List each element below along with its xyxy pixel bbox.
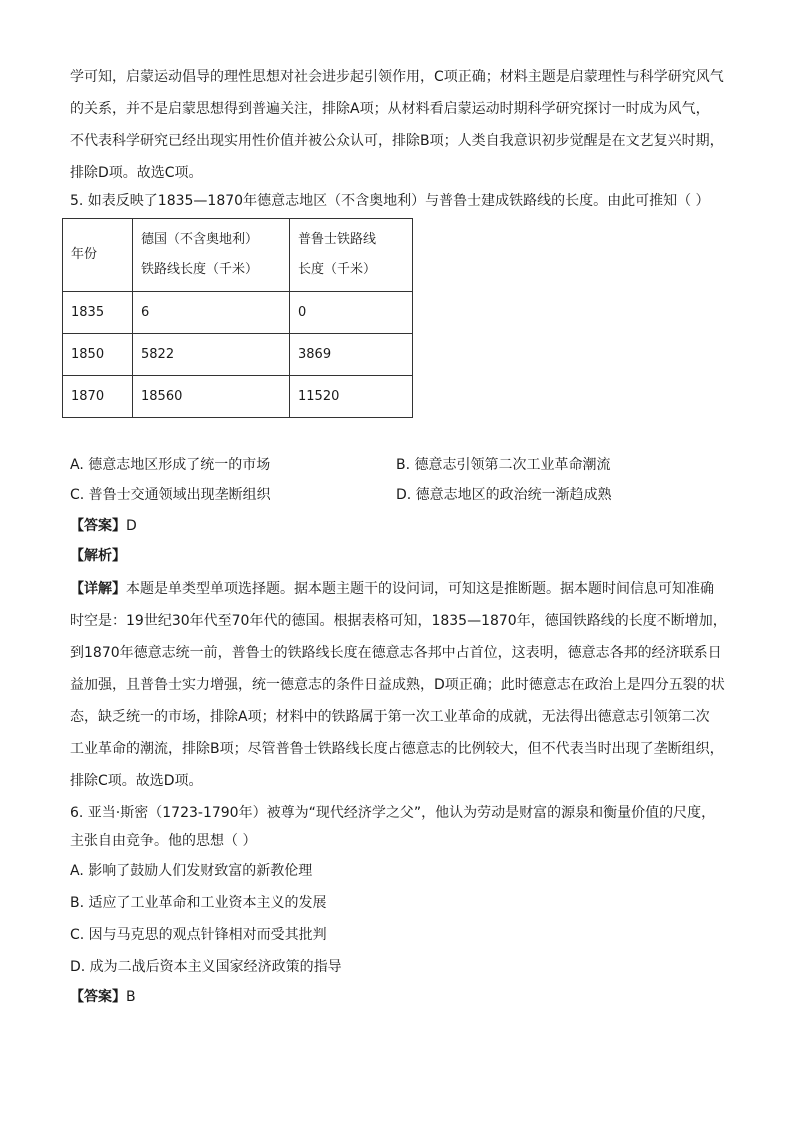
q6-option-c: C. 因与马克思的观点针锋相对而受其批判: [70, 927, 327, 943]
cell-germany: 6: [133, 292, 290, 334]
q5-option-d: D. 德意志地区的政治统一渐趋成熟: [396, 487, 612, 503]
header-year: [63, 219, 133, 292]
q5-detail-line: 时空是：19世纪30年代至70年代的德国。根据表格可知，1835—1870年，德国铁路线的长度不断增加，: [70, 613, 727, 629]
table-row: [63, 334, 413, 376]
table-row: [63, 376, 413, 418]
detail-text: 本题是单类型单项选择题。据本题主题干的设问词，可知这是推断题。据本题时间信息可知准确: [126, 581, 714, 597]
q5-detail-line: 益加强，且普鲁士实力增强，统一德意志的条件日益成熟，D项正确；此时德意志在政治上是四分五裂的状: [70, 677, 725, 693]
q6-option-b: B. 适应了工业革命和工业资本主义的发展: [70, 895, 327, 911]
q5-option-c: C. 普鲁士交通领域出现垄断组织: [70, 487, 271, 503]
header-prussia: [290, 219, 413, 292]
q5-detail-line: 工业革命的潮流，排除B项；尽管普鲁士铁路线长度占德意志的比例较大，但不代表当时出现了垄断组织，: [70, 741, 724, 757]
header-germany-line1: 德国（不含奥地利）: [141, 232, 259, 247]
q6-stem-line: 主张自由竞争。他的思想（ ）: [70, 833, 257, 849]
q5-detail-line: 到1870年德意志统一前，普鲁士的铁路线长度在德意志各邦中占首位，这表明，德意志各邦的经济联系日: [70, 645, 722, 661]
header-year-text: 年份: [71, 247, 98, 262]
answer-label: 【答案】: [70, 518, 126, 534]
q5-analysis-label: [70, 546, 730, 566]
prev-explanation-line: 的关系，并不是启蒙思想得到普遍关注，排除A项；从材料看启蒙运动时期科学研究探讨一时成为风气，: [70, 101, 710, 117]
prev-explanation-line: 不代表科学研究已经出现实用性价值并被公众认可，排除B项；人类自我意识初步觉醒是在文艺复兴时期，: [70, 133, 724, 149]
cell-prussia: 0: [290, 292, 413, 334]
header-germany: [133, 219, 290, 292]
q5-option-a: A. 德意志地区形成了统一的市场: [70, 457, 271, 473]
prev-explanation-line: 学可知，启蒙运动倡导的理性思想对社会进步起引领作用，C项正确；材料主题是启蒙理性与科学研究风气: [70, 69, 724, 85]
cell-year: 1835: [63, 292, 133, 334]
table-header-row: [63, 219, 413, 292]
q5-detail-line: [70, 579, 730, 599]
answer-value: D: [126, 518, 137, 534]
cell-prussia: 3869: [290, 334, 413, 376]
table-row: [63, 292, 413, 334]
railway-length-table: [62, 218, 413, 418]
q5-option-b: B. 德意志引领第二次工业革命潮流: [396, 457, 611, 473]
answer-value: B: [126, 989, 136, 1005]
detail-label: 【详解】: [70, 581, 126, 597]
q6-stem-line: 6. 亚当·斯密（1723-1790年）被尊为“现代经济学之父”，他认为劳动是财富的源泉和衡量价值的尺度，: [70, 805, 716, 821]
prev-explanation-line: 排除D项。故选C项。: [70, 165, 203, 181]
cell-prussia: 11520: [290, 376, 413, 418]
cell-germany: 18560: [133, 376, 290, 418]
header-prussia-line1: 普鲁士铁路线: [298, 232, 377, 247]
q6-option-d: D. 成为二战后资本主义国家经济政策的指导: [70, 959, 342, 975]
q5-answer: [70, 516, 730, 536]
cell-year: 1870: [63, 376, 133, 418]
q5-detail-line: 排除C项。故选D项。: [70, 773, 203, 789]
answer-label: 【答案】: [70, 989, 126, 1005]
cell-germany: 5822: [133, 334, 290, 376]
q6-answer: [70, 987, 730, 1007]
q5-detail-line: 态，缺乏统一的市场，排除A项；材料中的铁路属于第一次工业革命的成就，无法得出德意志引领第二次: [70, 709, 710, 725]
header-prussia-line2: 长度（千米）: [298, 262, 377, 277]
cell-year: 1850: [63, 334, 133, 376]
q5-stem: 5. 如表反映了1835—1870年德意志地区（不含奥地利）与普鲁士建成铁路线的长度。由此可推知（ ）: [70, 193, 710, 209]
analysis-label: 【解析】: [70, 548, 126, 564]
header-germany-line2: 铁路线长度（千米）: [141, 262, 259, 277]
q6-option-a: A. 影响了鼓励人们发财致富的新教伦理: [70, 863, 313, 879]
